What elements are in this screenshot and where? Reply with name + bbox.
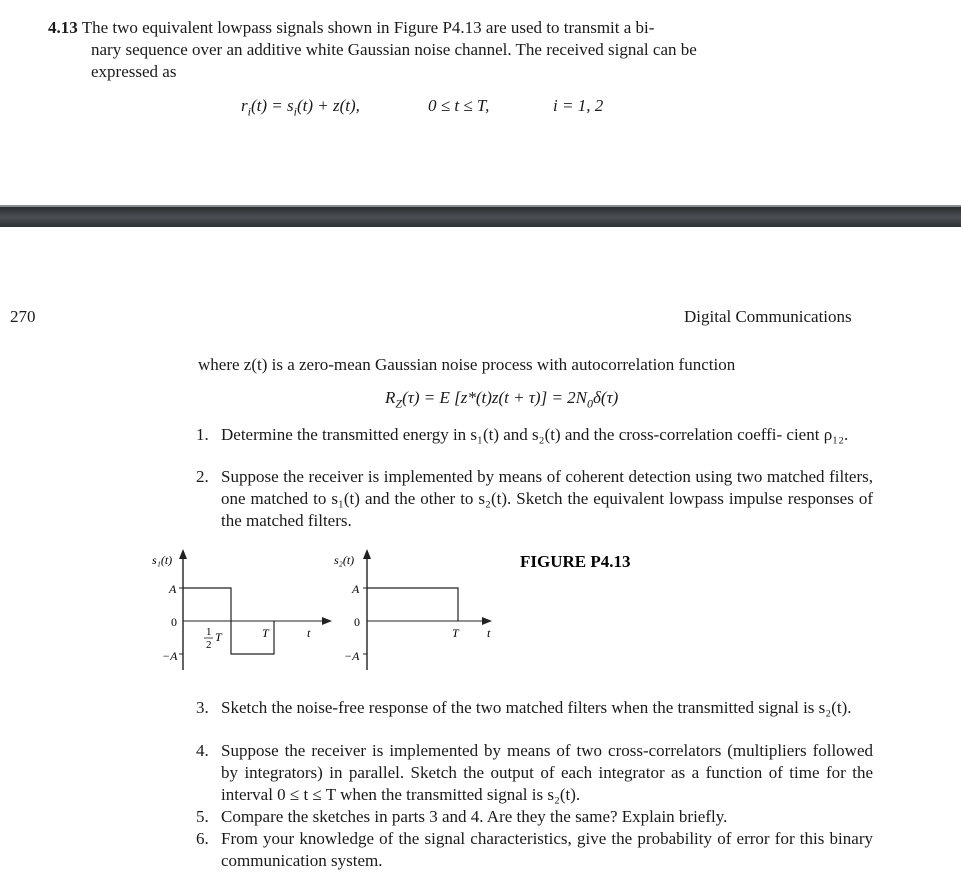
time-range: 0 ≤ t ≤ T, bbox=[428, 96, 490, 115]
eq-r: r bbox=[241, 96, 248, 115]
figure-caption: FIGURE P4.13 bbox=[520, 552, 631, 571]
item-text: Suppose the receiver is implemented by means of two cross-correlators (multipliers followed by integrators) in parallel. Sketch the output of each integrator as a function of time for the interval 0 ≤ t ≤ T when the transmitted signal is s₂(t). bbox=[221, 741, 873, 804]
running-head: Digital Communications bbox=[684, 307, 852, 326]
received-signal-equation bbox=[241, 95, 360, 122]
eq-sub-i: i bbox=[247, 104, 251, 119]
s1-plot bbox=[152, 549, 332, 670]
s2-zero-label: 0 bbox=[354, 615, 360, 629]
s2-A-label: A bbox=[352, 582, 360, 596]
ac-sub-0: 0 bbox=[587, 396, 594, 411]
list-item-4 bbox=[196, 740, 876, 806]
problem-line-3: expressed as bbox=[91, 62, 177, 81]
continuation-intro: where z(t) is a zero-mean Gaussian noise process with autocorrelation function bbox=[198, 355, 736, 374]
problem-line-1 bbox=[48, 17, 654, 39]
s2-label: s₂(t) bbox=[334, 553, 355, 567]
list-item-5 bbox=[196, 806, 876, 828]
s2-t-label: t bbox=[487, 626, 491, 640]
item-text: Suppose the receiver is implemented by means of coherent detection using two matched filters, one matched to s₁(t) and the other to s₂(t). Sketch the equivalent lowpass impulse responses of the matched filters. bbox=[221, 467, 873, 530]
s1-zero-label: 0 bbox=[171, 615, 177, 629]
list-item-3 bbox=[196, 697, 876, 741]
page-number: 270 bbox=[10, 307, 36, 326]
item-number: 3. bbox=[196, 698, 209, 717]
item-number: 1. bbox=[196, 425, 209, 444]
s1-half-num: 1 bbox=[206, 626, 212, 638]
eq-sub-i2: i bbox=[293, 104, 297, 119]
ac-sub-Z: Z bbox=[395, 396, 403, 411]
item-text: Determine the transmitted energy in s₁(t) and s₂(t) and the cross-correlation coeffi- cient ρ₁₂. bbox=[221, 425, 849, 444]
s1-t-label: t bbox=[307, 626, 311, 640]
list-item-1 bbox=[196, 424, 876, 468]
item-text: From your knowledge of the signal characteristics, give the probability of error for this binary communication system. bbox=[221, 829, 873, 870]
index-range: i = 1, 2 bbox=[553, 96, 604, 115]
item-number: 2. bbox=[196, 467, 209, 486]
item-number: 5. bbox=[196, 807, 209, 826]
s2-negA-label: −A bbox=[344, 649, 360, 663]
list-item-2 bbox=[196, 466, 876, 532]
s1-A-label: A bbox=[169, 582, 177, 596]
problem-text-1: The two equivalent lowpass signals shown in Figure P4.13 are used to transmit a bi- bbox=[81, 18, 655, 37]
item-text: Compare the sketches in parts 3 and 4. Are they the same? Explain briefly. bbox=[221, 807, 728, 826]
problem-number: 4.13 bbox=[48, 18, 78, 37]
autocorrelation-equation bbox=[385, 387, 618, 414]
item-number: 6. bbox=[196, 829, 209, 848]
s2-T-label: T bbox=[452, 626, 459, 640]
item-text: Sketch the noise-free response of the two matched filters when the transmitted signal is s₂(t). bbox=[221, 698, 852, 717]
ac-end: δ(τ) bbox=[593, 388, 619, 407]
s1-negA-label: −A bbox=[162, 649, 178, 663]
problem-line-2: nary sequence over an additive white Gaussian noise channel. The received signal can be bbox=[91, 40, 697, 59]
list-item-6 bbox=[196, 828, 876, 872]
eq-mid: (t) = s bbox=[250, 96, 294, 115]
s2-plot bbox=[334, 549, 492, 670]
s1-half-T: T bbox=[215, 630, 222, 644]
ac-rest: (τ) = E [z*(t)z(t + τ)] = 2N bbox=[402, 388, 588, 407]
s1-label: s₁(t) bbox=[152, 553, 173, 567]
item-number: 4. bbox=[196, 741, 209, 760]
ac-R: R bbox=[385, 388, 396, 407]
s1-T-label: T bbox=[262, 626, 269, 640]
eq-rhs: (t) + z(t), bbox=[296, 96, 360, 115]
page-break-band bbox=[0, 207, 961, 227]
s1-half-den: 2 bbox=[206, 639, 212, 651]
figure-p4-13 bbox=[140, 545, 660, 675]
